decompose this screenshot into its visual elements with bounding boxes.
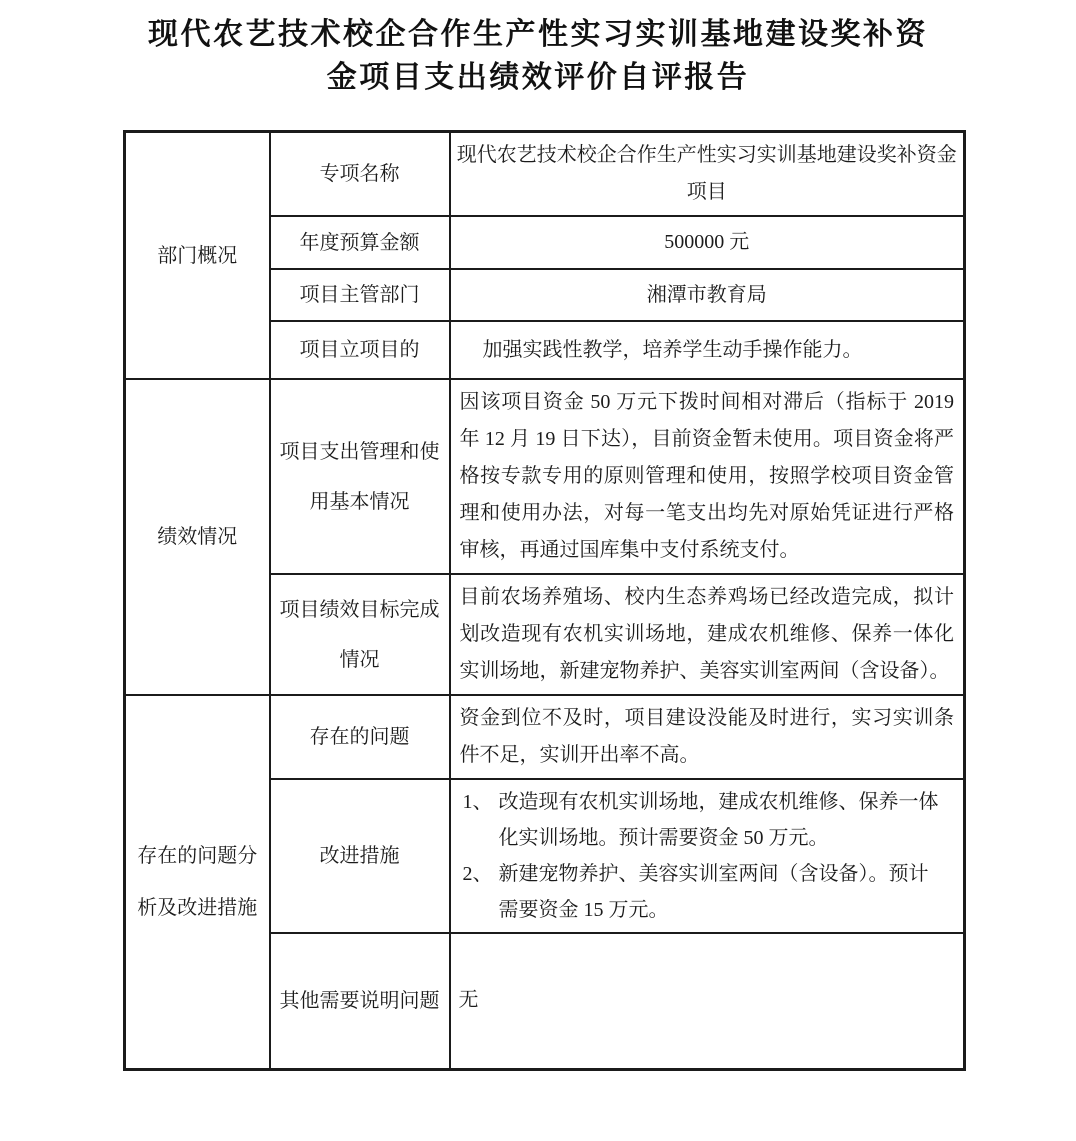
table-row [125, 695, 965, 779]
row-value-existing-problems: 资金到位不及时，项目建设没能及时进行，实习实训条件不足，实训开出率不高。 [450, 695, 965, 779]
improvement-measures-list [459, 784, 956, 928]
row-label-expenditure-management: 项目支出管理和使用基本情况 [270, 379, 450, 574]
row-value-special-project-name [450, 132, 965, 217]
document-title [0, 13, 1076, 99]
row-value-improvement-measures [450, 779, 965, 933]
value-line: 项目 [686, 181, 727, 203]
row-label-special-project-name: 专项名称 [270, 132, 450, 217]
row-value-competent-department: 湘潭市教育局 [450, 269, 965, 321]
list-item [463, 784, 952, 856]
list-item-number: 1、 [462, 791, 493, 813]
row-label-project-purpose: 项目立项目的 [270, 321, 450, 379]
list-item-number: 2、 [462, 863, 493, 885]
list-item-text: 新建宠物养护、美容实训室两间（含设备）。预计需要资金 15 万元。 [498, 863, 929, 921]
section-header-problems-and-improvements: 存在的问题分析及改进措施 [125, 695, 270, 1069]
row-value-annual-budget: 500000 元 [450, 216, 965, 269]
document-title-line-2: 金项目支出绩效评价自评报告 [326, 61, 750, 94]
section-header-department-overview: 部门概况 [125, 132, 270, 380]
document-title-line-1: 现代农艺技术校企合作生产性实习实训基地建设奖补资 [148, 18, 928, 51]
section-header-performance: 绩效情况 [125, 379, 270, 695]
row-label-annual-budget: 年度预算金额 [270, 216, 450, 269]
row-label-performance-target-completion: 项目绩效目标完成情况 [270, 574, 450, 695]
row-label-improvement-measures: 改进措施 [270, 779, 450, 933]
value-line: 现代农艺技术校企合作生产性实习实训基地建设奖补资金 [456, 144, 957, 166]
table-row [125, 132, 965, 217]
list-item-text: 改造现有农机实训场地，建成农机维修、保养一体化实训场地。预计需要资金 50 万元。 [498, 791, 939, 849]
table-row [125, 379, 965, 574]
row-label-competent-department: 项目主管部门 [270, 269, 450, 321]
row-label-other-notes: 其他需要说明问题 [270, 933, 450, 1069]
row-value-other-notes: 无 [450, 933, 965, 1069]
row-label-existing-problems: 存在的问题 [270, 695, 450, 779]
self-evaluation-report-table [123, 130, 966, 1071]
row-value-project-purpose: 加强实践性教学，培养学生动手操作能力。 [450, 321, 965, 379]
list-item [463, 856, 952, 928]
row-value-expenditure-management: 因该项目资金 50 万元下拨时间相对滞后（指标于 2019 年 12 月 19 日下达），目前资金暂未使用。项目资金将严格按专款专用的原则管理和使用，按照学校项目资金管理和使用办法，对每一笔支出均先对原始凭证进行严格审核，再通过国库集中支付系统支付。 [450, 379, 965, 574]
row-value-performance-target-completion: 目前农场养殖场、校内生态养鸡场已经改造完成，拟计划改造现有农机实训场地，建成农机维修、保养一体化实训场地，新建宠物养护、美容实训室两间（含设备）。 [450, 574, 965, 695]
